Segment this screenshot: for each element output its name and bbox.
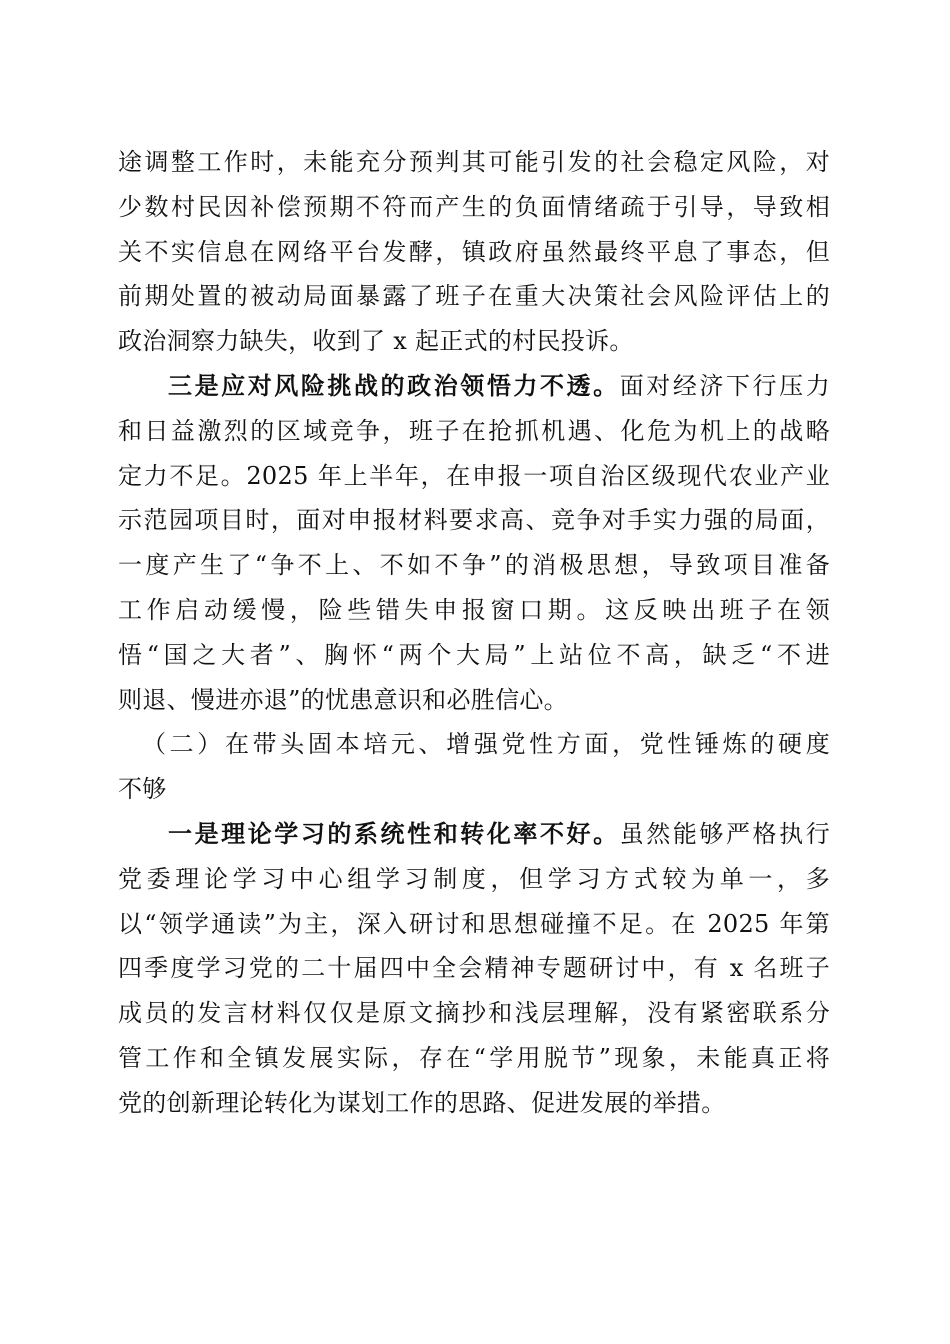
section-heading	[118, 722, 830, 812]
text-line: 管工作和全镇发展实际，存在“学用脱节”现象，未能真正将	[118, 1043, 830, 1072]
text-line: 则退、慢进亦退”的忧患意识和必胜信心。	[118, 685, 568, 714]
paragraph-lead: 三是应对风险挑战的政治领悟力不透。	[168, 370, 620, 400]
text-line: 示范园项目时，面对申报材料要求高、竞争对手实力强的局面，	[118, 506, 830, 535]
text-line	[118, 812, 830, 857]
paragraph-continuation	[118, 140, 830, 364]
text-line: 成员的发言材料仅仅是原文摘抄和浅层理解，没有紧密联系分	[118, 999, 830, 1028]
text-line: 前期处置的被动局面暴露了班子在重大决策社会风险评估上的	[118, 282, 830, 311]
document-body	[118, 140, 830, 1126]
text-line: 和日益激烈的区域竞争，班子在抢抓机遇、化危为机上的战略	[118, 416, 830, 445]
paragraph-lead: 一是理论学习的系统性和转化率不好。	[168, 818, 620, 848]
text-line: 少数村民因补偿预期不符而产生的负面情绪疏于引导，导致相	[118, 192, 830, 221]
text-line: 工作启动缓慢，险些错失申报窗口期。这反映出班子在领	[118, 595, 830, 624]
text-line: 定力不足。2025 年上半年，在申报一项自治区级现代农业产业	[118, 461, 830, 490]
text-line: 途调整工作时，未能充分预判其可能引发的社会稳定风险，对	[118, 148, 830, 176]
text-line	[118, 364, 830, 409]
text-line: 关不实信息在网络平台发酵，镇政府虽然最终平息了事态，但	[118, 237, 830, 266]
text-line: 悟“国之大者”、胸怀“两个大局”上站位不高，缺乏“不进	[118, 640, 830, 669]
text-line: 四季度学习党的二十届四中全会精神专题研讨中，有 x 名班子	[118, 954, 830, 983]
text-line: 党委理论学习中心组学习制度，但学习方式较为单一，多	[118, 864, 830, 893]
heading-line: （二）在带头固本培元、增强党性方面，党性锤炼的硬度	[142, 730, 830, 759]
paragraph-lead-rest: 面对经济下行压力	[619, 371, 830, 400]
paragraph-political-insight	[118, 364, 830, 722]
text-line: 政治洞察力缺失，收到了 x 起正式的村民投诉。	[118, 327, 634, 356]
heading-line: 不够	[118, 775, 167, 804]
paragraph-theory-study	[118, 812, 830, 1126]
paragraph-lead-rest: 虽然能够严格执行	[619, 819, 830, 848]
text-line: 一度产生了“争不上、不如不争”的消极思想，导致项目准备	[118, 551, 830, 580]
text-line: 党的创新理论转化为谋划工作的思路、促进发展的举措。	[118, 1088, 726, 1117]
text-line: 以“领学通读”为主，深入研讨和思想碰撞不足。在 2025 年第	[118, 909, 830, 938]
